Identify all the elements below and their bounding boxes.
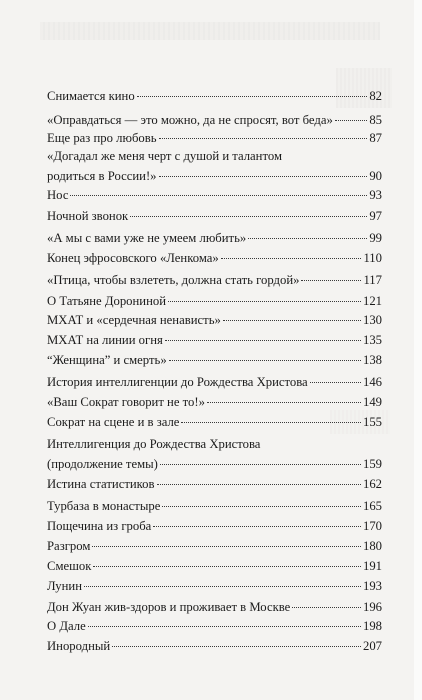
dot-leader xyxy=(248,238,367,239)
toc-entry-title: О Татьяне Дорониной xyxy=(47,294,167,308)
toc-entry xyxy=(47,166,382,186)
toc-entry-page: 165 xyxy=(362,499,382,513)
toc-entry-page: 159 xyxy=(362,457,382,471)
toc-entry xyxy=(47,270,382,290)
toc-entry-title: История интеллигенции до Рождества Христова xyxy=(47,375,308,389)
toc-entry xyxy=(47,128,382,148)
toc-entry-page: 149 xyxy=(362,395,382,409)
toc-entry-title: “Женщина” и смерть» xyxy=(47,353,167,367)
toc-entry xyxy=(47,228,382,248)
toc-entry-page: 196 xyxy=(362,600,382,614)
toc-entry xyxy=(47,372,382,392)
dot-leader xyxy=(157,484,361,485)
toc-entry-page: 99 xyxy=(369,231,382,245)
toc-entry xyxy=(47,392,382,412)
toc-entry-page: 138 xyxy=(362,353,382,367)
toc-entry-title: родиться в России!» xyxy=(47,169,157,183)
dot-leader xyxy=(88,626,361,627)
toc-entry-line1 xyxy=(47,434,382,454)
dot-leader xyxy=(169,360,361,361)
toc-entry-title: МХАТ на линии огня xyxy=(47,333,163,347)
toc-entry-page: 121 xyxy=(362,294,382,308)
toc-entry-page: 117 xyxy=(363,273,382,287)
toc-entry-title: «Птица, чтобы взлететь, должна стать гордой» xyxy=(47,273,300,287)
toc-entry-page: 193 xyxy=(362,579,382,593)
toc-entry-title: Разгром xyxy=(47,539,91,553)
toc-entry xyxy=(47,516,382,536)
dot-leader xyxy=(130,216,367,217)
toc-entry-page: 130 xyxy=(362,313,382,327)
toc-entry xyxy=(47,330,382,350)
toc-entry xyxy=(47,185,382,205)
toc-entry-title: Конец эфросовского «Ленкома» xyxy=(47,251,219,265)
toc-entry-line1 xyxy=(47,146,382,166)
toc-entry-page: 170 xyxy=(362,519,382,533)
toc-entry xyxy=(47,597,382,617)
toc-entry-title: Инородный xyxy=(47,639,111,653)
dot-leader xyxy=(160,464,361,465)
toc-entry-title: Лунин xyxy=(47,579,83,593)
dot-leader xyxy=(301,280,361,281)
toc-entry-page: 207 xyxy=(362,639,382,653)
toc-entry xyxy=(47,310,382,330)
toc-entry-title: Сократ на сцене и в зале xyxy=(47,415,180,429)
toc-entry-page: 162 xyxy=(362,477,382,491)
toc-entry xyxy=(47,636,382,656)
toc-entry xyxy=(47,291,382,311)
dot-leader xyxy=(335,120,367,121)
toc-entry-title: Еще раз про любовь xyxy=(47,131,157,145)
toc-entry-title: Истина статистиков xyxy=(47,477,155,491)
dot-leader xyxy=(92,546,361,547)
dot-leader xyxy=(310,382,361,383)
toc-entry-title: Дон Жуан жив-здоров и проживает в Москве xyxy=(47,600,291,614)
toc-entry xyxy=(47,412,382,432)
toc-entry-page: 93 xyxy=(369,188,382,202)
dot-leader xyxy=(153,526,361,527)
toc-entry xyxy=(47,536,382,556)
toc-entry xyxy=(47,248,382,268)
toc-entry-page: 110 xyxy=(363,251,382,265)
toc-entry-page: 135 xyxy=(362,333,382,347)
toc-entry xyxy=(47,206,382,226)
toc-entry-page: 87 xyxy=(369,131,382,145)
toc-entry-title: МХАТ и «сердечная ненависть» xyxy=(47,313,221,327)
dot-leader xyxy=(84,586,361,587)
dot-leader xyxy=(165,340,361,341)
toc-entry-title: Турбаза в монастыре xyxy=(47,499,161,513)
dot-leader xyxy=(221,258,362,259)
toc-entry-title: Ночной звонок xyxy=(47,209,129,223)
dot-leader xyxy=(181,422,361,423)
toc-entry xyxy=(47,556,382,576)
toc-entry xyxy=(47,474,382,494)
toc-entry-title: Пощечина из гроба xyxy=(47,519,152,533)
dot-leader xyxy=(137,96,368,97)
dot-leader xyxy=(93,566,361,567)
dot-leader xyxy=(168,301,361,302)
dot-leader xyxy=(70,195,367,196)
toc-entry-title-line1: «Догадал же меня черт с душой и талантом xyxy=(47,149,282,163)
dot-leader xyxy=(207,402,361,403)
toc-entry-title: «А мы с вами уже не умеем любить» xyxy=(47,231,247,245)
toc-entry xyxy=(47,576,382,596)
dot-leader xyxy=(159,138,368,139)
toc-entry-page: 85 xyxy=(369,113,382,127)
toc-entry xyxy=(47,454,382,474)
dot-leader xyxy=(223,320,361,321)
toc-entry-page: 191 xyxy=(362,559,382,573)
toc-entry-title: Смешок xyxy=(47,559,92,573)
toc-entry-title: «Оправдаться — это можно, да не спросят, вот беда» xyxy=(47,113,333,127)
toc-entry-page: 82 xyxy=(369,89,382,103)
toc-entry xyxy=(47,110,382,130)
toc-entry xyxy=(47,496,382,516)
toc-entry-page: 155 xyxy=(362,415,382,429)
toc-entry-page: 146 xyxy=(362,375,382,389)
toc-entry-page: 97 xyxy=(369,209,382,223)
toc-entry-title: Снимается кино xyxy=(47,89,135,103)
toc-entry xyxy=(47,350,382,370)
dot-leader xyxy=(162,506,361,507)
toc-entry-title: «Ваш Сократ говорит не то!» xyxy=(47,395,205,409)
toc-entry-title-line1: Интеллигенция до Рождества Христова xyxy=(47,437,261,451)
toc-entry xyxy=(47,86,382,106)
toc-entry-page: 180 xyxy=(362,539,382,553)
toc-entry-page: 90 xyxy=(369,169,382,183)
dot-leader xyxy=(112,646,361,647)
toc-entry xyxy=(47,616,382,636)
toc-entry-title: Нос xyxy=(47,188,69,202)
dot-leader xyxy=(159,176,368,177)
toc-entry-title: (продолжение темы) xyxy=(47,457,158,471)
toc-entry-title: О Дале xyxy=(47,619,86,633)
dot-leader xyxy=(292,607,361,608)
toc-entry-page: 198 xyxy=(362,619,382,633)
